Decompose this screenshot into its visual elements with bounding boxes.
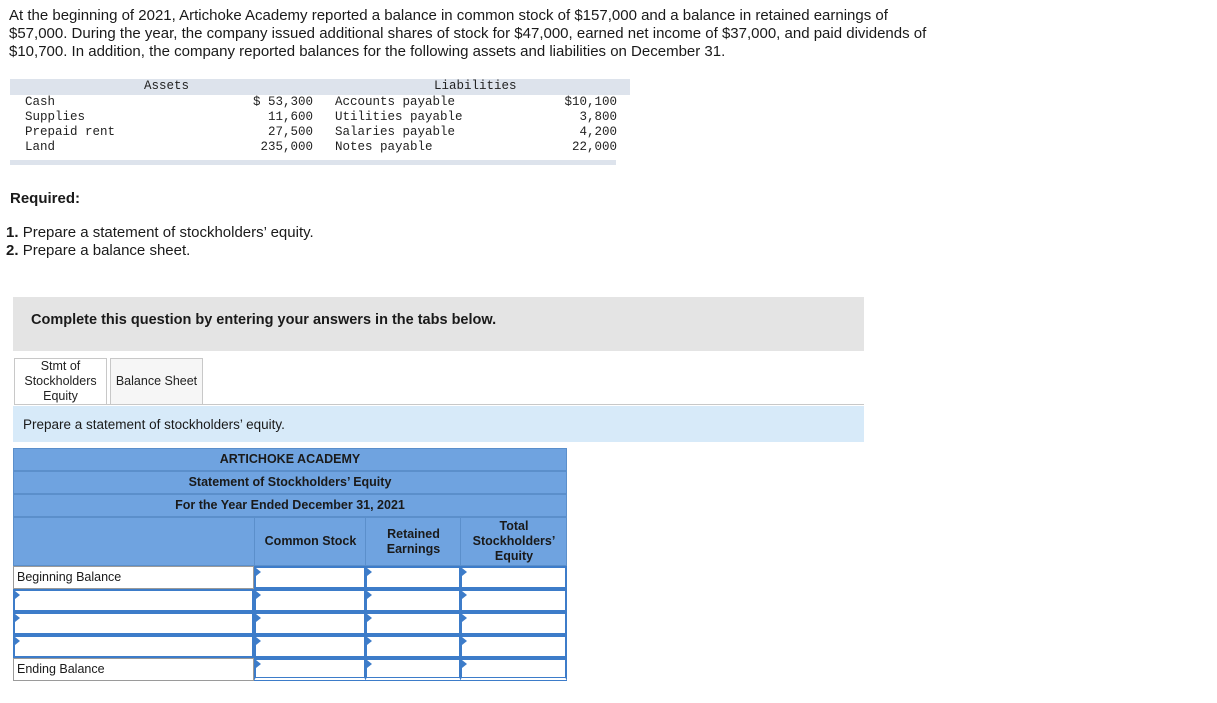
cell-input[interactable] [367,637,459,656]
required-heading: Required: [10,190,81,207]
retained-earnings-input[interactable] [365,635,461,658]
row-label-ending: Ending Balance [13,658,254,681]
cell-input[interactable] [256,614,364,633]
given-header [10,79,630,95]
tab-divider [14,404,864,405]
label-input[interactable] [18,638,252,657]
asset-name: Prepaid rent [25,125,116,139]
beginning-common-stock-input[interactable] [254,566,366,589]
assets-header: Assets [144,79,190,93]
common-stock-input[interactable] [254,589,366,612]
asset-amount: $ 53,300 [252,95,313,109]
cell-input[interactable] [367,591,459,610]
table-row-beginning [13,566,567,589]
given-footer-bar [10,160,616,165]
row-label-input[interactable] [13,612,254,635]
row-label-input[interactable] [13,635,254,658]
cell-input[interactable] [367,568,459,587]
common-stock-input[interactable] [254,612,366,635]
given-row [10,140,630,155]
row-label-beginning: Beginning Balance [13,566,254,589]
instructions-banner [13,297,864,351]
statement-company: ARTICHOKE ACADEMY [13,448,567,471]
table-row-ending [13,658,567,681]
table-row [13,635,567,658]
beginning-total-equity-input[interactable] [460,566,567,589]
liability-name: Utilities payable [335,110,463,124]
total-equity-input[interactable] [460,635,567,658]
tab-label-line: Equity [43,389,78,403]
col-total-equity: Total Stockholders’ Equity [472,519,556,563]
retained-earnings-input[interactable] [365,589,461,612]
ending-common-stock-input[interactable] [254,658,366,681]
retained-earnings-input[interactable] [365,612,461,635]
requirements-list [6,224,314,260]
asset-name: Supplies [25,110,86,124]
cell-input[interactable] [256,661,364,678]
asset-amount: 27,500 [267,125,313,139]
cell-input[interactable] [462,661,565,678]
given-balances-table [10,79,630,155]
requirement-item: 2. Prepare a balance sheet. [6,242,191,259]
label-input[interactable] [18,592,252,611]
asset-amount: 235,000 [260,140,313,154]
instructions-banner-text: Complete this question by entering your answers in the tabs below. [31,312,497,328]
asset-name: Cash [25,95,56,109]
cell-input[interactable] [256,591,364,610]
ending-retained-earnings-input[interactable] [365,658,461,681]
ending-total-equity-input[interactable] [460,658,567,681]
requirement-item: 1. Prepare a statement of stockholders’ equity. [6,224,314,241]
statement-period: For the Year Ended December 31, 2021 [13,494,567,517]
tab-label: Balance Sheet [115,374,198,388]
given-row [10,125,630,140]
liability-amount: 3,800 [579,110,617,124]
cell-input[interactable] [256,637,364,656]
liability-name: Notes payable [335,140,433,154]
cell-input[interactable] [462,568,565,587]
cell-input[interactable] [462,637,565,656]
liability-amount: 4,200 [579,125,617,139]
beginning-retained-earnings-input[interactable] [365,566,461,589]
asset-amount: 11,600 [267,110,313,124]
cell-input[interactable] [256,568,364,587]
tab-label-line: Stmt of [40,359,81,373]
liability-amount: $10,100 [564,95,617,109]
common-stock-input[interactable] [254,635,366,658]
given-row [10,110,630,125]
row-label-input[interactable] [13,589,254,612]
liability-name: Salaries payable [335,125,456,139]
liability-amount: 22,000 [571,140,617,154]
liability-name: Accounts payable [335,95,456,109]
cell-input[interactable] [367,661,459,678]
tab-stmt-stockholders-equity[interactable] [14,358,107,405]
given-row [10,95,630,110]
col-retained-earnings: Retained Earnings [386,526,441,556]
total-equity-input[interactable] [460,612,567,635]
statement-column-headers [13,517,567,566]
statement-title: Statement of Stockholders’ Equity [13,471,567,494]
table-row [13,612,567,635]
table-row [13,589,567,612]
tab-instruction-text: Prepare a statement of stockholders’ equity. [23,417,285,432]
asset-name: Land [25,140,56,154]
col-common-stock: Common Stock [264,534,357,548]
cell-input[interactable] [462,591,565,610]
label-input[interactable] [18,615,252,634]
liabilities-header: Liabilities [434,79,517,93]
cell-input[interactable] [367,614,459,633]
tab-balance-sheet[interactable] [110,358,203,405]
tab-label-line: Stockholders [24,374,97,388]
total-equity-input[interactable] [460,589,567,612]
tab-instruction-bar [13,406,864,442]
problem-intro: At the beginning of 2021, Artichoke Academy reported a balance in common stock of $157,000 and a balance in retained earnings of $57,000. During the year, the company issued additional shares of stock for $47,000, earned net income of $37,000, and paid dividends of $10,700. In addition, the company reported balances for the following assets and liabilities on December 31. [9,7,927,60]
cell-input[interactable] [462,614,565,633]
